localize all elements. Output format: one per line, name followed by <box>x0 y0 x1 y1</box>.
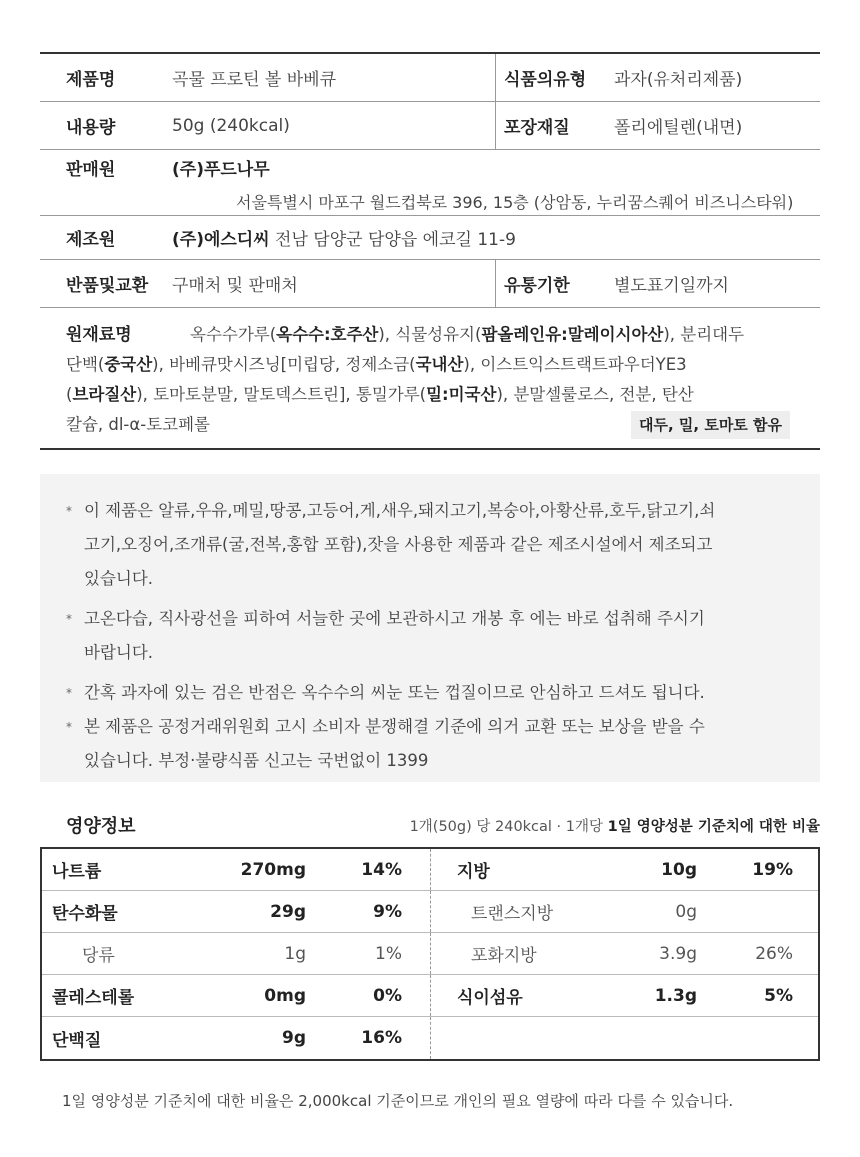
info-row-return-expiry <box>40 260 820 308</box>
raw-origin: 중국산 <box>104 355 153 374</box>
nutrient-percent: 9% <box>373 901 402 922</box>
raw-text: ( <box>66 385 73 404</box>
manufacturer-address: 전남 담양군 담양읍 에코길 11-9 <box>269 230 516 250</box>
product-name-label: 제품명 <box>66 70 116 90</box>
manufacturer-name: (주)에스디씨 <box>172 230 270 250</box>
nutrient-amount: 9g <box>282 1028 306 1048</box>
nutrient-amount: 270mg <box>240 859 306 880</box>
nutrient-amount: 10g <box>661 859 697 880</box>
info-row-seller <box>40 150 820 216</box>
raw-origin: 옥수수:호주산 <box>276 325 379 344</box>
nutrition-row <box>42 933 818 975</box>
notice-line: 있습니다. <box>84 569 154 588</box>
expiry-value: 별도표기일까지 <box>614 276 729 296</box>
product-info-table <box>40 52 820 450</box>
info-row-name-type <box>40 54 820 102</box>
expiry-label: 유통기한 <box>504 276 570 296</box>
product-name-value: 곡물 프로틴 볼 바베큐 <box>172 70 337 90</box>
nutrient-name: 나트륨 <box>52 862 102 882</box>
return-label: 반품및교환 <box>66 276 149 296</box>
nutrient-percent: 14% <box>361 859 402 880</box>
seller-value: (주)푸드나무 <box>172 159 270 180</box>
nutrient-name: 식이섬유 <box>457 988 523 1008</box>
nutrient-amount: 0g <box>675 901 697 922</box>
nutrition-row <box>42 849 818 891</box>
nutrition-basis-text: 1개(50g) 당 240kcal · 1개당 <box>409 818 608 835</box>
raw-text: ), 이스트익스트랙트파우더YE3 <box>463 355 687 374</box>
capacity-value: 50g (240kcal) <box>172 115 290 136</box>
notice-item <box>66 602 792 670</box>
nutrient-name: 당류 <box>82 946 115 966</box>
asterisk-bullet: * <box>66 720 72 734</box>
nutrient-name: 단백질 <box>52 1030 102 1051</box>
raw-line-1 <box>66 320 790 350</box>
nutrient-name: 탄수화물 <box>52 904 118 924</box>
packaging-label: 포장재질 <box>504 118 570 138</box>
raw-text: 칼슘, dl-α-토코페롤 <box>66 415 210 434</box>
manufacturer-value <box>172 225 516 250</box>
nutrient-name: 포화지방 <box>471 946 537 966</box>
nutrition-row <box>42 891 818 933</box>
notice-line: 있습니다. 부정·불량식품 신고는 국번없이 1399 <box>84 751 429 770</box>
nutrient-name: 트랜스지방 <box>471 904 554 924</box>
raw-line-2 <box>66 350 790 380</box>
food-type-value: 과자(유처리제품) <box>614 70 743 90</box>
nutrition-table <box>40 847 820 1061</box>
notice-line: 고온다습, 직사광선을 피하여 서늘한 곳에 보관하시고 개봉 후 에는 바로 섭취해 주시기 <box>84 609 705 628</box>
nutrient-percent: 26% <box>755 943 793 964</box>
notice-line: 본 제품은 공정거래위원회 고시 소비자 분쟁해결 기준에 의거 교환 또는 보상을 받을 수 <box>84 717 705 736</box>
raw-text: ), 분말셀룰로스, 전분, 탄산 <box>496 385 694 404</box>
packaging-value: 폴리에틸렌(내면) <box>614 118 743 138</box>
nutrient-percent: 0% <box>373 985 402 1006</box>
nutrient-amount: 3.9g <box>659 943 697 964</box>
notice-line: 바랍니다. <box>84 643 154 662</box>
nutrient-amount: 29g <box>270 901 306 922</box>
raw-line-4 <box>66 410 790 440</box>
nutrient-amount: 1g <box>284 943 306 964</box>
nutrition-basis-emphasis: 1일 영양성분 기준치에 대한 비율 <box>607 818 820 835</box>
nutrient-percent: 19% <box>752 859 793 880</box>
asterisk-bullet: * <box>66 504 72 518</box>
nutrition-title: 영양정보 <box>66 816 136 837</box>
manufacturer-label: 제조원 <box>66 230 116 250</box>
info-row-capacity-packaging <box>40 102 820 150</box>
raw-text: 단백( <box>66 355 105 374</box>
food-type-label: 식품의유형 <box>504 70 587 90</box>
nutrition-footnote: 1일 영양성분 기준치에 대한 비율은 2,000kcal 기준이므로 개인의 필요 열량에 따라 다를 수 있습니다. <box>62 1092 734 1110</box>
nutrient-percent: 5% <box>764 985 793 1006</box>
nutrition-header <box>40 812 820 838</box>
raw-text: 옥수수가루( <box>190 325 277 344</box>
notice-line: 간혹 과자에 있는 검은 반점은 옥수수의 씨눈 또는 껍질이므로 안심하고 드셔도 됩니다. <box>84 683 705 702</box>
allergen-badge: 대두, 밀, 토마토 함유 <box>631 411 790 439</box>
nutrient-percent: 1% <box>375 943 402 964</box>
seller-label: 판매원 <box>66 159 116 180</box>
raw-text: ), 토마토분말, 말토덱스트린], 통밀가루( <box>136 385 427 404</box>
nutrient-name: 지방 <box>457 862 490 882</box>
asterisk-bullet: * <box>66 612 72 626</box>
notice-item <box>66 494 792 596</box>
capacity-label: 내용량 <box>66 118 116 138</box>
raw-text: ), 바베큐맛시즈닝[미립당, 정제소금( <box>152 355 416 374</box>
return-value: 구매처 및 판매처 <box>172 276 298 296</box>
nutrient-name: 콜레스테롤 <box>52 988 135 1008</box>
seller-address: 서울특별시 마포구 월드컵북로 396, 15층 (상암동, 누리꿈스퀘어 비즈니스타워) <box>236 192 794 212</box>
nutrient-amount: 1.3g <box>654 985 697 1006</box>
notice-line: 이 제품은 알류,우유,메밀,땅콩,고등어,게,새우,돼지고기,복숭아,아황산류,호두,닭고기,쇠 <box>84 501 716 520</box>
nutrient-percent: 16% <box>361 1028 402 1048</box>
info-row-raw-materials <box>40 308 820 448</box>
info-row-manufacturer <box>40 216 820 260</box>
raw-text: ), 분리대두 <box>663 325 745 344</box>
notice-item <box>66 710 792 778</box>
raw-origin: 브라질산 <box>72 385 137 404</box>
nutrition-row <box>42 975 818 1017</box>
nutrition-row <box>42 1017 818 1059</box>
caution-notice-box <box>40 474 820 782</box>
nutrient-amount: 0mg <box>264 985 306 1006</box>
notice-line: 고기,오징어,조개류(굴,전복,홍합 포함),잣을 사용한 제품과 같은 제조시설에서 제조되고 <box>84 535 713 554</box>
raw-line-3 <box>66 380 790 410</box>
raw-text: ), 식물성유지( <box>378 325 482 344</box>
raw-origin: 국내산 <box>415 355 464 374</box>
raw-materials-label: 원재료명 <box>66 325 132 345</box>
nutrition-basis <box>410 815 820 836</box>
raw-origin: 팜올레인유:말레이시아산 <box>481 325 664 344</box>
asterisk-bullet: * <box>66 686 72 700</box>
notice-item <box>66 676 792 710</box>
raw-origin: 밀:미국산 <box>426 385 497 404</box>
